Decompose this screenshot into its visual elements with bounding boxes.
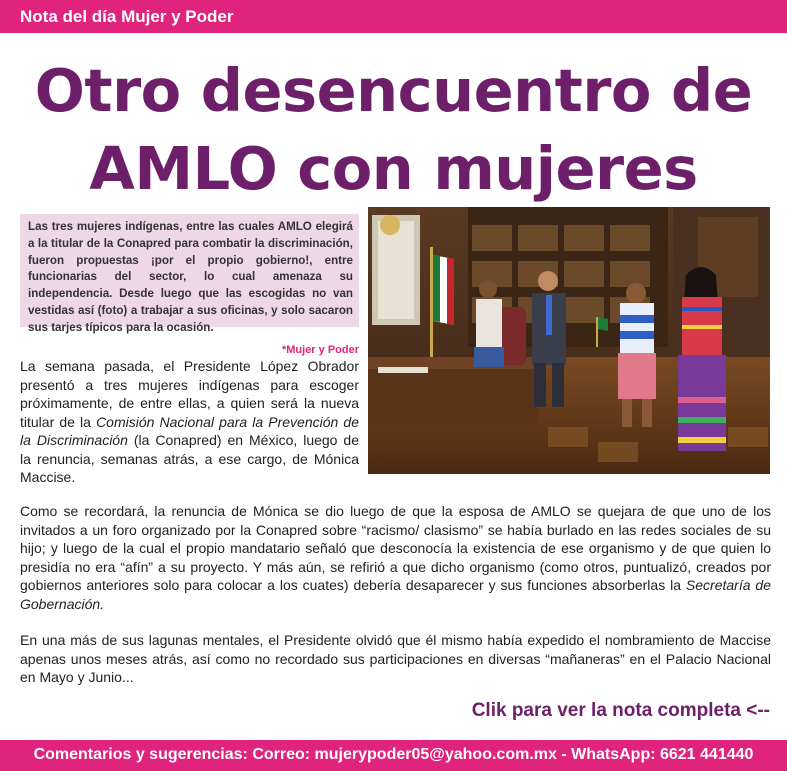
news-photo bbox=[368, 207, 770, 474]
read-more-link[interactable]: Clik para ver la nota completa <-- bbox=[471, 700, 770, 721]
body-paragraph-3: En una más de sus lagunas mentales, el Presidente olvidó que él mismo había expedido el nombramiento de Maccise apenas unos meses atrás, así como no recordado sus participaciones en diversas “mañaneras” en el Palacio Nacional en Mayo y Junio... bbox=[20, 632, 771, 686]
headline bbox=[0, 52, 787, 208]
paragraph-1-text-a: La semana pasada, el Presidente López Obrador presentó a tres mujeres indígenas para escoger próximamente, de entre ellas, a quien será la nueva titular de la bbox=[20, 358, 359, 430]
section-label: Nota del día Mujer y Poder bbox=[20, 7, 234, 26]
paragraph-1-text-b: (la Conapred) en México, luego de la renuncia, semanas atrás, a ese cargo, de Mónica Maccise. bbox=[20, 432, 360, 485]
headline-line-2: AMLO con mujeres bbox=[89, 134, 698, 203]
header-bar bbox=[0, 0, 787, 33]
contact-info: Comentarios y sugerencias: Correo: mujerypoder05@yahoo.com.mx - WhatsApp: 6621 441440 bbox=[33, 746, 754, 763]
paragraph-2-italic: Secretaría de Gobernación. bbox=[20, 577, 771, 612]
photo-illustration bbox=[368, 207, 770, 474]
paragraph-1-italic: Comisión Nacional para la Prevención de la Discriminación bbox=[20, 413, 360, 448]
paragraph-2-text: Como se recordará, la renuncia de Mónica se dio luego de que la esposa de AMLO se quejara de que uno de los invitados a un foro organizado por la Conapred sobre “racismo/ clasismo” se había burlado en las redes sociales de su hijo; y luego de la cual el propio mandatario señaló que desconocía la existencia de ese organismo y de que quien lo presidía no era “afín” a su proyecto. Y más aún, se refirió a que dicho organismo (como otros, puntualizó, creados por gobiernos anteriores solo para colocar a los cuates) debería desaparecer y sus funciones absorberlas la bbox=[20, 503, 771, 594]
footer-bar bbox=[0, 740, 787, 771]
summary-box: Las tres mujeres indígenas, entre las cuales AMLO elegirá a la titular de la Conapred para combatir la discriminación, fueron propuestas ¡por el propio gobierno!, entre funcionarias del sector, lo cual amenaza su independencia. Desde luego que las escogidas no van vestidas así (foto) a trabajar a sus oficinas, y solo sacaron sus tarjes típicos para la ocasión. bbox=[20, 214, 359, 327]
body-paragraph-1 bbox=[20, 357, 359, 487]
headline-line-1: Otro desencuentro de bbox=[34, 56, 753, 125]
byline: *Mujer y Poder bbox=[281, 344, 359, 356]
body-paragraph-2 bbox=[20, 502, 771, 614]
